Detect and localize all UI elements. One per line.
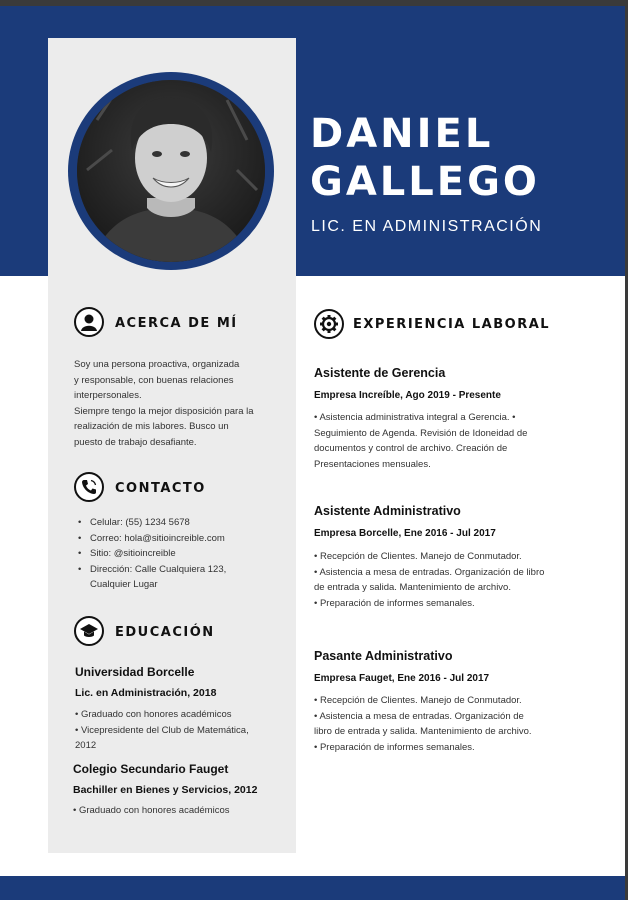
education-institution: Colegio Secundario Fauget — [73, 762, 229, 776]
job-company: Empresa Fauget, Ene 2016 - Jul 2017 — [314, 673, 490, 684]
candidate-name — [310, 110, 620, 206]
job-title-header: LIC. EN ADMINISTRACIÓN — [311, 218, 543, 235]
job-description-line: Seguimiento de Agenda. Revisión de Idoneidad de — [314, 427, 528, 439]
job-description — [314, 549, 574, 611]
about-line: interpersonales. — [74, 390, 142, 401]
job-description-line: • Asistencia administrativa integral a Gerencia. • — [314, 412, 516, 423]
job-title: Asistente de Gerencia — [314, 366, 446, 380]
job-description-line: • Preparación de informes semanales. — [314, 741, 475, 753]
job-description-line: Presentaciones mensuales. — [314, 458, 431, 470]
job-company: Empresa Borcelle, Ene 2016 - Jul 2017 — [314, 528, 496, 539]
person-portrait-icon — [77, 80, 265, 262]
job-description-line: documentos y control de archivo. Creación de — [314, 443, 508, 454]
about-text — [74, 357, 284, 450]
education-degree: Bachiller en Bienes y Servicios, 2012 — [73, 784, 258, 796]
job-description — [314, 693, 574, 755]
about-line: realización de mis labores. Busco un — [74, 421, 229, 432]
experience-heading: EXPERIENCIA LABORAL — [353, 317, 551, 332]
job-company: Empresa Increíble, Ago 2019 - Presente — [314, 390, 501, 401]
about-line: puesto de trabajo desafiante. — [74, 436, 197, 448]
contact-phone: • Celular: (55) 1234 5678 — [78, 515, 288, 531]
contact-email: • Correo: hola@sitioincreible.com — [78, 531, 288, 547]
job-title: Asistente Administrativo — [314, 504, 461, 518]
education-detail-line: • Graduado con honores académicos — [75, 709, 232, 720]
education-details — [75, 707, 290, 754]
education-details — [73, 803, 288, 819]
job-description-line: libro de entrada y salida. Mantenimiento de archivo. — [314, 726, 532, 737]
graduation-cap-icon — [74, 616, 104, 646]
job-description-line: • Recepción de Clientes. Manejo de Conmutador. — [314, 695, 522, 706]
education-detail-line: 2012 — [75, 740, 97, 751]
job-description-line: • Asistencia a mesa de entradas. Organización de — [314, 710, 524, 722]
phone-icon — [74, 472, 104, 502]
job-description-line: • Preparación de informes semanales. — [314, 597, 475, 609]
job-title: Pasante Administrativo — [314, 649, 453, 663]
education-detail-line: • Vicepresidente del Club de Matemática, — [75, 724, 249, 736]
education-heading: EDUCACIÓN — [115, 625, 215, 640]
about-line: Soy una persona proactiva, organizada — [74, 359, 240, 370]
gear-icon — [314, 309, 344, 339]
user-icon — [74, 307, 104, 337]
job-description-line: • Recepción de Clientes. Manejo de Conmutador. — [314, 551, 522, 562]
job-description-line: • Asistencia a mesa de entradas. Organización de libro — [314, 566, 545, 578]
profile-photo — [77, 80, 265, 262]
education-detail-line: • Graduado con honores académicos — [73, 805, 230, 816]
footer-band — [0, 876, 625, 900]
about-heading: ACERCA DE MÍ — [115, 316, 238, 331]
education-institution: Universidad Borcelle — [75, 665, 195, 679]
about-line: Siempre tengo la mejor disposición para la — [74, 405, 254, 417]
education-degree: Lic. en Administración, 2018 — [75, 687, 217, 699]
job-description — [314, 410, 574, 472]
job-description-line: de entrada y salida. Mantenimiento de archivo. — [314, 582, 511, 593]
contact-list — [78, 515, 288, 593]
contact-heading: CONTACTO — [115, 481, 206, 496]
contact-website: • Sitio: @sitioincreible — [78, 546, 288, 562]
first-name: DANIEL — [310, 111, 494, 157]
about-line: y responsable, con buenas relaciones — [74, 374, 234, 386]
last-name: GALLEGO — [310, 159, 540, 205]
contact-address-cont: Cualquier Lugar — [90, 579, 158, 590]
contact-address: • Dirección: Calle Cualquiera 123, — [78, 562, 288, 578]
